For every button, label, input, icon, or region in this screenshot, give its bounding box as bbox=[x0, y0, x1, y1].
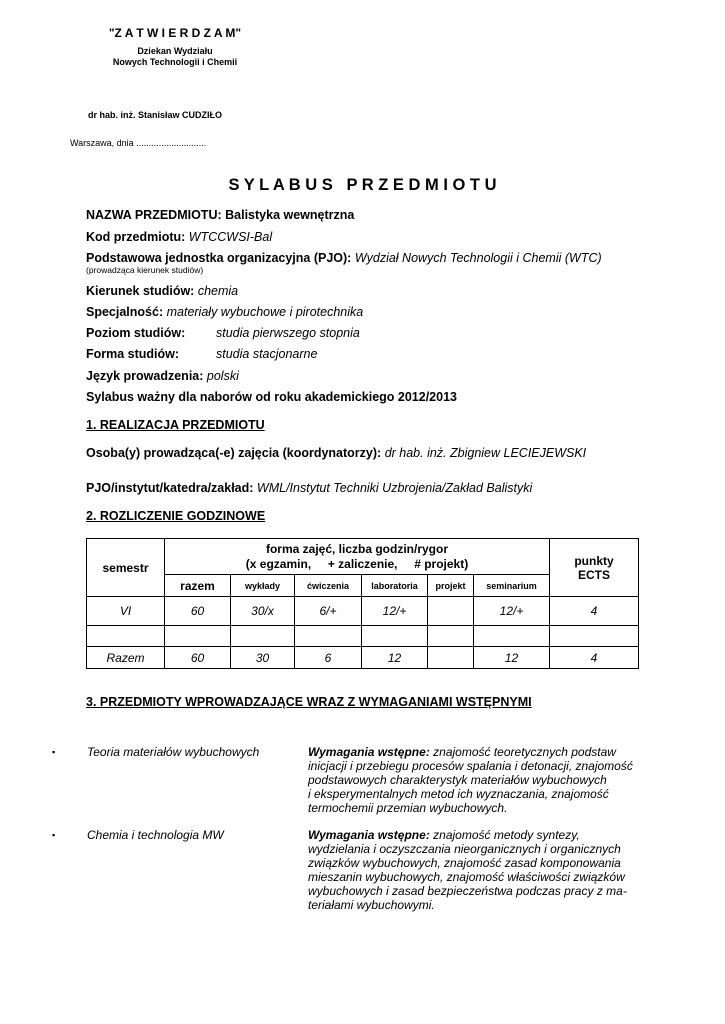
hours-table bbox=[86, 538, 639, 669]
cell-cwiczenia bbox=[295, 626, 362, 647]
coordinators-row bbox=[86, 446, 586, 460]
requirements-label: Wymagania wstępne: bbox=[308, 745, 430, 759]
requirements-line: znajomość teoretycznych podstaw bbox=[433, 745, 616, 759]
requirements-line: teriałami wybuchowymi. bbox=[308, 898, 435, 912]
cell-razem: 60 bbox=[165, 647, 231, 669]
table-row bbox=[87, 626, 639, 647]
requirements-label: Wymagania wstępne: bbox=[308, 828, 430, 842]
requirements-line: inicjacji i przebiegu procesów spalania i detonacji, znajomość bbox=[308, 759, 633, 773]
cell-laboratoria bbox=[362, 626, 428, 647]
cell-ects: 4 bbox=[550, 597, 639, 626]
coordinators-label: Osoba(y) prowadząca(-e) zajęcia (koordynatorzy): bbox=[86, 446, 382, 460]
form-row bbox=[86, 347, 179, 361]
pjo-row bbox=[86, 251, 602, 265]
requirements-line: termochemii przemian wybuchowych. bbox=[308, 801, 508, 815]
header-projekt: projekt bbox=[428, 575, 474, 597]
cell-wyklady: 30 bbox=[231, 647, 295, 669]
language-label: Język prowadzenia: bbox=[86, 369, 204, 383]
bullet-icon: ▪ bbox=[52, 830, 56, 840]
place-date: Warszawa, dnia ............................ bbox=[70, 138, 207, 148]
direction-row bbox=[86, 284, 238, 298]
requirements-line: mieszanin wybuchowych, znajomość właściwości związków bbox=[308, 870, 625, 884]
validity-note: Sylabus ważny dla naborów od roku akademickiego 2012/2013 bbox=[86, 390, 457, 404]
header-razem: razem bbox=[165, 575, 231, 597]
approval-heading: "Z A T W I E R D Z A M" bbox=[108, 26, 242, 40]
header-seminarium: seminarium bbox=[474, 575, 550, 597]
specialty-row bbox=[86, 305, 363, 319]
requirements-line: wybuchowych i zasad bezpieczeństwa podczas pracy z ma- bbox=[308, 884, 627, 898]
prerequisite-subject: Chemia i technologia MW bbox=[87, 828, 224, 842]
direction-label: Kierunek studiów: bbox=[86, 284, 195, 298]
requirements-line: związków wybuchowych, znajomość zasad komponowania bbox=[308, 856, 621, 870]
cell-wyklady bbox=[231, 626, 295, 647]
form-value: studia stacjonarne bbox=[216, 347, 318, 361]
dean-title-line1: Dziekan Wydziału bbox=[137, 46, 213, 56]
header-laboratoria: laboratoria bbox=[362, 575, 428, 597]
unit-row bbox=[86, 481, 532, 495]
cell-cwiczenia: 6 bbox=[295, 647, 362, 669]
specialty-label: Specjalność: bbox=[86, 305, 164, 319]
subject-code-label: Kod przedmiotu: bbox=[86, 230, 186, 244]
cell-ects bbox=[550, 626, 639, 647]
header-group bbox=[165, 539, 550, 575]
prerequisite-requirements bbox=[308, 745, 648, 815]
requirements-line: podstawowych charakterystyk materiałów wybuchowych bbox=[308, 773, 607, 787]
cell-seminarium: 12 bbox=[474, 647, 550, 669]
requirements-line: i eksperymentalnych metod ich wyznaczania, znajomość bbox=[308, 787, 609, 801]
coordinators-value: dr hab. inż. Zbigniew LECIEJEWSKI bbox=[384, 446, 587, 460]
requirements-line: znajomość metody syntezy, bbox=[433, 828, 580, 842]
header-ects: punkty ECTS bbox=[550, 539, 639, 597]
level-row bbox=[86, 326, 185, 340]
section1-heading: 1. REALIZACJA PRZEDMIOTU bbox=[86, 418, 265, 432]
cell-razem bbox=[165, 626, 231, 647]
cell-projekt bbox=[428, 597, 474, 626]
prerequisite-requirements bbox=[308, 828, 648, 912]
language-value: polski bbox=[206, 369, 239, 383]
prerequisite-subject: Teoria materiałów wybuchowych bbox=[87, 745, 260, 759]
signer-name: dr hab. inż. Stanisław CUDZIŁO bbox=[88, 110, 223, 120]
pjo-note: (prowadząca kierunek studiów) bbox=[86, 265, 204, 275]
cell-semestr bbox=[87, 626, 165, 647]
header-group-line2: (x egzamin, + zaliczenie, # projekt) bbox=[245, 556, 469, 571]
form-label: Forma studiów: bbox=[86, 347, 180, 361]
pjo-label: Podstawowa jednostka organizacyjna (PJO): bbox=[86, 251, 352, 265]
bullet-icon: ▪ bbox=[52, 747, 56, 757]
cell-laboratoria: 12 bbox=[362, 647, 428, 669]
header-cwiczenia: ćwiczenia bbox=[295, 575, 362, 597]
cell-cwiczenia: 6/+ bbox=[295, 597, 362, 626]
section2-heading: 2. ROZLICZENIE GODZINOWE bbox=[86, 509, 266, 523]
page-title: S Y L A B U S P R Z E D M I O T U bbox=[228, 176, 497, 194]
header-semestr: semestr bbox=[87, 539, 165, 597]
level-label: Poziom studiów: bbox=[86, 326, 186, 340]
cell-projekt bbox=[428, 626, 474, 647]
section3-heading: 3. PRZEDMIOTY WPROWADZAJĄCE WRAZ Z WYMAGANIAMI WSTĘPNYMI bbox=[86, 695, 532, 709]
direction-value: chemia bbox=[197, 284, 239, 298]
header-group-line1: forma zajęć, liczba godzin/rygor bbox=[265, 541, 449, 556]
cell-razem: 60 bbox=[165, 597, 231, 626]
cell-wyklady: 30/x bbox=[231, 597, 295, 626]
cell-semestr: VI bbox=[87, 597, 165, 626]
table-row bbox=[87, 647, 639, 669]
cell-seminarium bbox=[474, 626, 550, 647]
unit-label: PJO/instytut/katedra/zakład: bbox=[86, 481, 254, 495]
subject-name-value: Balistyka wewnętrzna bbox=[225, 208, 355, 222]
table-row bbox=[87, 597, 639, 626]
specialty-value: materiały wybuchowe i pirotechnika bbox=[166, 305, 364, 319]
level-value: studia pierwszego stopnia bbox=[216, 326, 360, 340]
cell-seminarium: 12/+ bbox=[474, 597, 550, 626]
language-row bbox=[86, 369, 239, 383]
subject-name-row bbox=[86, 208, 354, 222]
cell-laboratoria: 12/+ bbox=[362, 597, 428, 626]
cell-semestr: Razem bbox=[87, 647, 165, 669]
cell-projekt bbox=[428, 647, 474, 669]
unit-value: WML/Instytut Techniki Uzbrojenia/Zakład Balistyki bbox=[256, 481, 533, 495]
dean-title-line2: Nowych Technologii i Chemii bbox=[112, 57, 238, 67]
requirements-line: wydzielania i oczyszczania nieorganicznych i organicznych bbox=[308, 842, 621, 856]
subject-name-label: NAZWA PRZEDMIOTU: bbox=[86, 208, 222, 222]
subject-code-row bbox=[86, 230, 272, 244]
pjo-value: Wydział Nowych Technologii i Chemii (WTC) bbox=[354, 251, 602, 265]
cell-ects: 4 bbox=[550, 647, 639, 669]
header-wyklady: wykłady bbox=[231, 575, 295, 597]
subject-code-value: WTCCWSI-Bal bbox=[188, 230, 273, 244]
